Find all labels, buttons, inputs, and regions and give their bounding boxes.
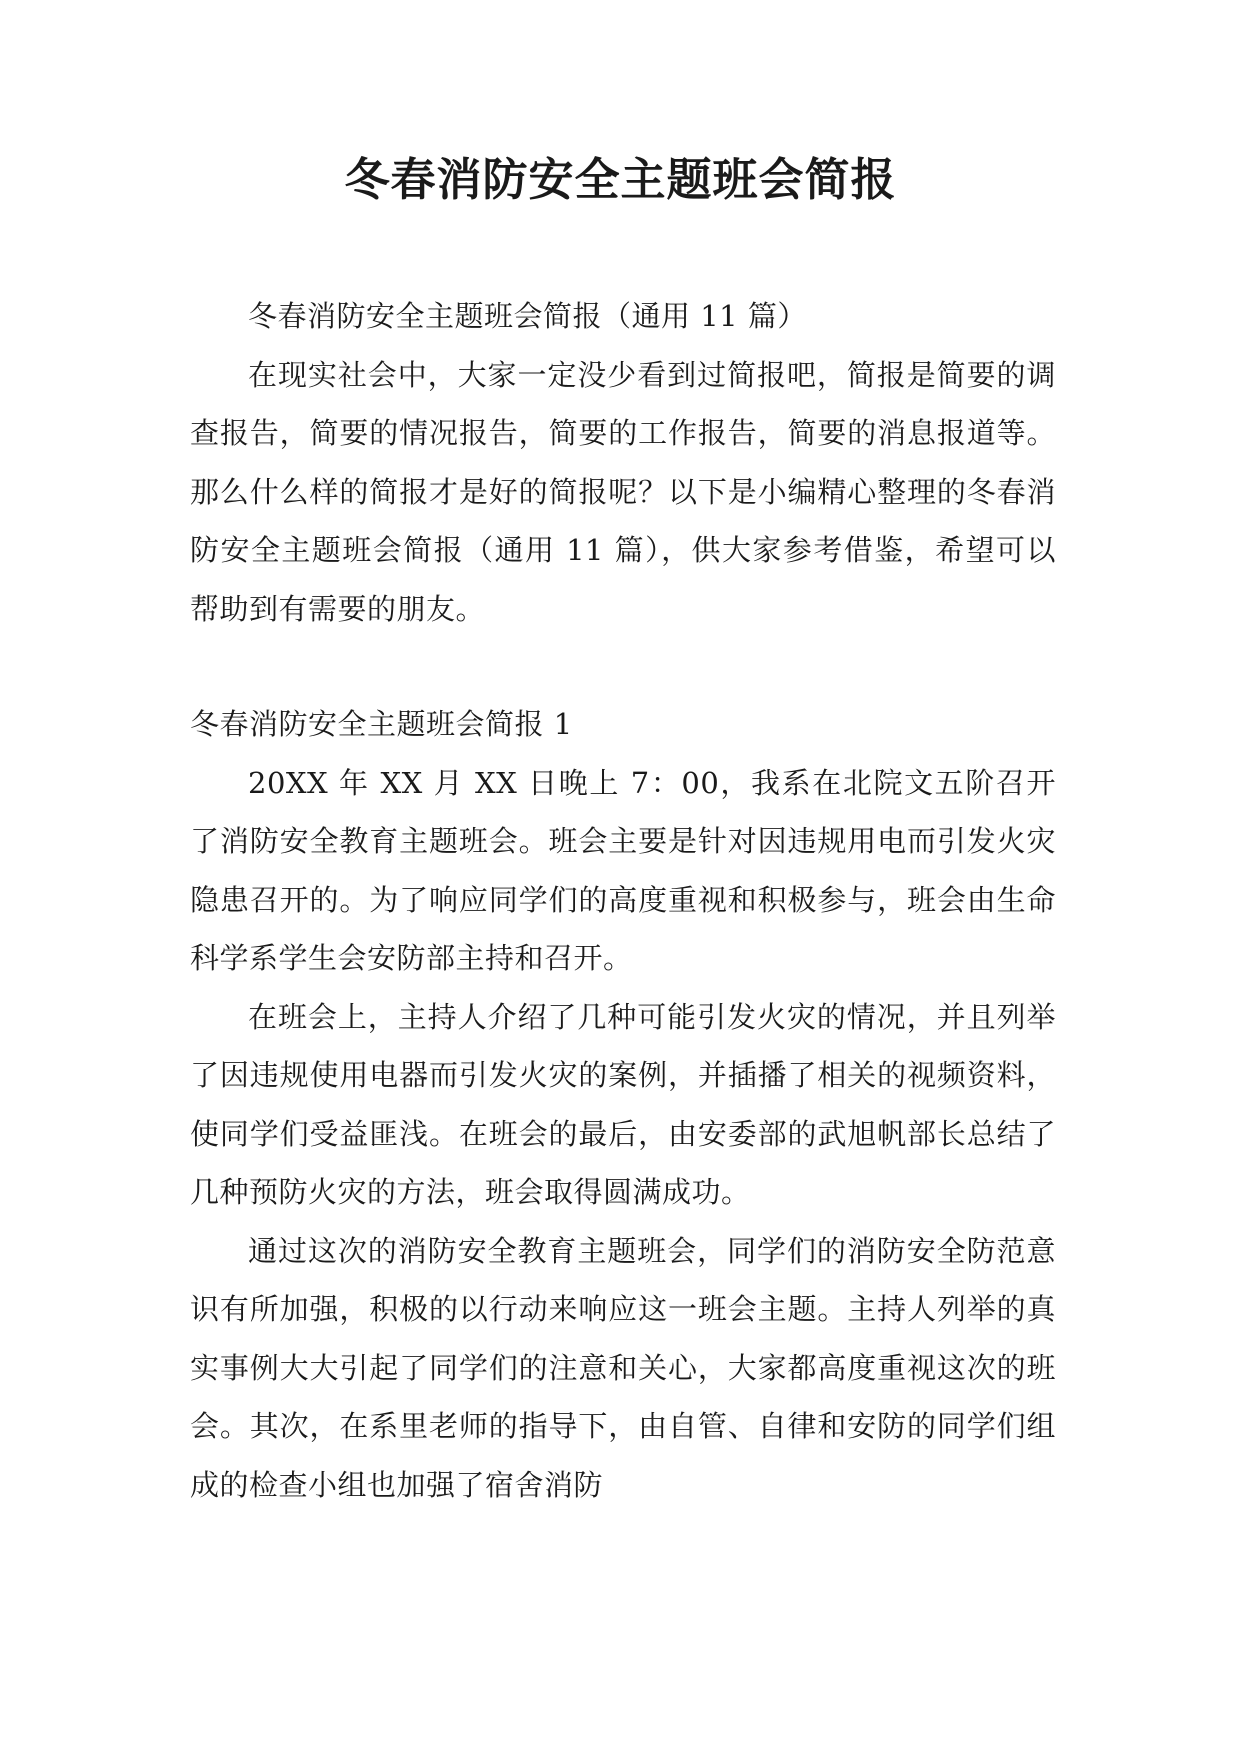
section-1-paragraph-3: 通过这次的消防安全教育主题班会，同学们的消防安全防范意识有所加强，积极的以行动来响应这一班会主题。主持人列举的真实事例大大引起了同学们的注意和关心，大家都高度重视这次的班会。其次，在系里老师的指导下，由自管、自律和安防的同学们组成的检查小组也加强了宿舍消防: [190, 1233, 1056, 1502]
intro-subtitle: 冬春消防安全主题班会简报（通用 11 篇）: [248, 299, 807, 333]
section-1-paragraph-2: 在班会上，主持人介绍了几种可能引发火灾的情况，并且列举了因违规使用电器而引发火灾的案例，并插播了相关的视频资料，使同学们受益匪浅。在班会的最后，由安委部的武旭帆部长总结了几种预防火灾的方法，班会取得圆满成功。: [190, 999, 1056, 1209]
intro-paragraph: 在现实社会中，大家一定没少看到过简报吧，简报是简要的调查报告，简要的情况报告，简要的工作报告，简要的消息报道等。那么什么样的简报才是好的简报呢？以下是小编精心整理的冬春消防安全主题班会简报（通用 11 篇），供大家参考借鉴，希望可以帮助到有需要的朋友。: [190, 357, 1056, 626]
section-1-paragraph-1: 20XX 年 XX 月 XX 日晚上 7：00，我系在北院文五阶召开了消防安全教育主题班会。班会主要是针对因违规用电而引发火灾隐患召开的。为了响应同学们的高度重视和积极参与，班会由生命科学系学生会安防部主持和召开。: [190, 765, 1056, 975]
section-1: [190, 695, 1056, 1514]
section-1-heading: 冬春消防安全主题班会简报 1: [190, 707, 573, 741]
document-title: 冬春消防安全主题班会简报: [344, 153, 897, 206]
intro-block: [190, 287, 1056, 638]
